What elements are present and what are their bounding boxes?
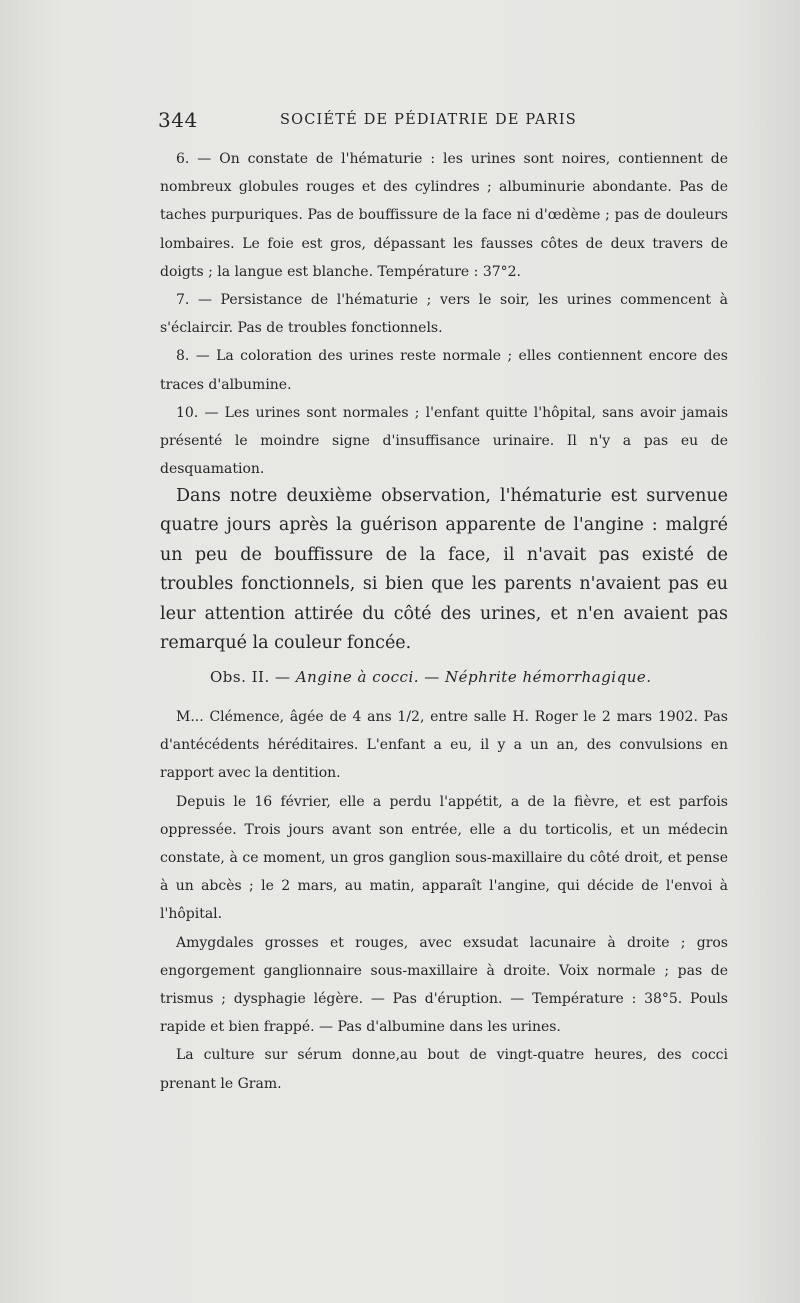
observation-title [210, 668, 652, 686]
clinical-notes [160, 145, 728, 483]
page-number: 344 [158, 108, 198, 132]
page-header [158, 108, 730, 138]
observation-subject: Angine à cocci. — Néphrite hémorrhagique. [295, 668, 652, 686]
observation-body [160, 703, 728, 1098]
note-day-7: 7. — Persistance de l'hématurie ; vers le soir, les urines commencent à s'éclaircir. Pas de troubles fonctionnels. [160, 292, 728, 337]
observation-paragraph: Depuis le 16 février, elle a perdu l'appétit, a de la fièvre, et est parfois oppressée. Trois jours avant son entrée, elle a du torticolis, et un médecin constate, à ce moment, un gros ganglion sous-maxillaire du côté droit, et pense à un abcès ; le 2 mars, au matin, apparaît l'angine, qui décide de l'envoi à l'hôpital. [160, 793, 728, 923]
observation-paragraph: M... Clémence, âgée de 4 ans 1/2, entre salle H. Roger le 2 mars 1902. Pas d'antécédents héréditaires. L'enfant a eu, il y a un an, des convulsions en rapport avec la dentition. [160, 709, 728, 782]
running-head: SOCIÉTÉ DE PÉDIATRIE DE PARIS [280, 112, 577, 128]
note-day-10: 10. — Les urines sont normales ; l'enfant quitte l'hôpital, sans avoir jamais présenté le moindre signe d'insuffisance urinaire. Il n'y a pas eu de desquamation. [160, 404, 728, 478]
discussion-paragraph [160, 482, 728, 658]
observation-paragraph: Amygdales grosses et rouges, avec exsudat lacunaire à droite ; gros engorgement ganglionnaire sous-maxillaire à droite. Voix normale ; pas de trismus ; dysphagie légère. — Pas d'éruption. — Température : 38°5. Pouls rapide et bien frappé. — Pas d'albumine dans les urines. [160, 934, 728, 1036]
note-day-8: 8. — La coloration des urines reste normale ; elles contiennent encore des traces d'albumine. [160, 348, 728, 393]
observation-label: Obs. II. — [210, 668, 291, 686]
note-day-6: 6. — On constate de l'hématurie : les urines sont noires, contiennent de nombreux globules rouges et des cylindres ; albuminurie abondante. Pas de taches purpuriques. Pas de bouffissure de la face ni d'œdème ; pas de douleurs lombaires. Le foie est gros, dépassant les fausses côtes de deux travers de doigts ; la langue est blanche. Température : 37°2. [160, 151, 728, 280]
discussion-text: Dans notre deuxième observation, l'hématurie est survenue quatre jours après la guérison apparente de l'angine : malgré un peu de bouffissure de la face, il n'avait pas existé de troubles fonctionnels, si bien que les parents n'avaient pas eu leur attention attirée du côté des urines, et n'en avaient pas remarqué la couleur foncée. [160, 486, 728, 654]
observation-paragraph: La culture sur sérum donne,au bout de vingt-quatre heures, des cocci prenant le Gram. [160, 1047, 728, 1092]
